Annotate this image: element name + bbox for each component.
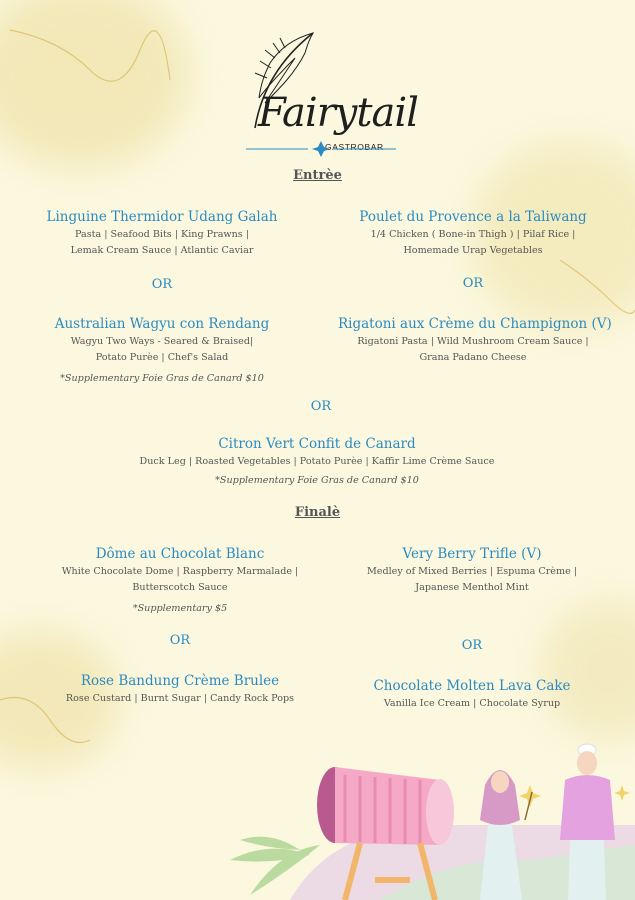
dish-supplement: *Supplementary $5 [132,603,228,614]
dish-desc: Vanilla Ice Cream | Chocolate Syrup [383,698,561,709]
dish-name: Very Berry Trifle (V) [402,546,542,562]
or-label: OR [461,638,483,653]
dish-desc: White Chocolate Dome | Raspberry Marmalade | [61,566,299,577]
festive-illustration [230,730,635,900]
dish-desc: Medley of Mixed Berries | Espuma Crème | [366,566,578,577]
dish-desc: Grana Padano Cheese [419,352,527,363]
dish-desc: Wagyu Two Ways - Seared & Braised| [70,336,254,347]
dish-citron [117,435,517,486]
or-label: OR [169,633,191,648]
brand-wordmark: airytail [282,90,418,136]
brand-name [258,90,418,136]
dish-desc: Duck Leg | Roasted Vegetables | Potato Purèe | Kaffir Lime Crème Sauce [139,456,495,467]
sparkle-icon [312,141,330,157]
dish-desc: Japanese Menthol Mint [415,582,529,593]
dish-desc: Butterscotch Sauce [132,582,228,593]
section-title-finale: Finalè [294,505,341,520]
dish-desc: Pasta | Seafood Bits | King Prawns | [74,229,250,240]
dish-supplement: *Supplementary Foie Gras de Canard $10 [60,373,264,384]
dish-dome [40,545,320,614]
dish-rigatoni [338,315,612,365]
dish-poulet [353,208,593,258]
dish-linguine [42,208,282,258]
sparkle-divider [246,140,396,158]
dish-desc: Rigatoni Pasta | Wild Mushroom Cream Sauce | [357,336,589,347]
dish-desc: Rose Custard | Burnt Sugar | Candy Rock Pops [65,693,295,704]
dish-desc: Potato Purèe | Chef's Salad [95,352,229,363]
dish-name: Chocolate Molten Lava Cake [373,678,571,694]
dish-desc: Lemak Cream Sauce | Atlantic Caviar [70,245,254,256]
or-label: OR [151,277,173,292]
dish-name: Rigatoni aux Crème du Champignon (V) [338,316,612,332]
dish-berry [352,545,592,595]
dish-wagyu [42,315,282,384]
dish-desc: 1/4 Chicken ( Bone-in Thigh ) | Pilaf Rice | [370,229,576,240]
dish-lava [352,677,592,711]
or-label: OR [462,276,484,291]
brand-initial: F [258,90,283,136]
dish-name: Rose Bandung Crème Brulee [80,673,280,689]
dish-name: Dôme au Chocolat Blanc [95,546,265,562]
dish-name: Citron Vert Confit de Canard [218,436,416,452]
brand-subtitle: GASTROBAR [325,142,384,152]
section-title-entree: Entrèe [293,168,342,183]
dish-supplement: *Supplementary Foie Gras de Canard $10 [215,475,419,486]
dish-name: Poulet du Provence a la Taliwang [359,209,587,225]
logo [0,28,635,152]
dish-desc: Homemade Urap Vegetables [403,245,543,256]
dish-rose [40,672,320,706]
or-label: OR [310,399,332,414]
dish-name: Australian Wagyu con Rendang [54,316,270,332]
dish-name: Linguine Thermidor Udang Galah [46,209,278,225]
